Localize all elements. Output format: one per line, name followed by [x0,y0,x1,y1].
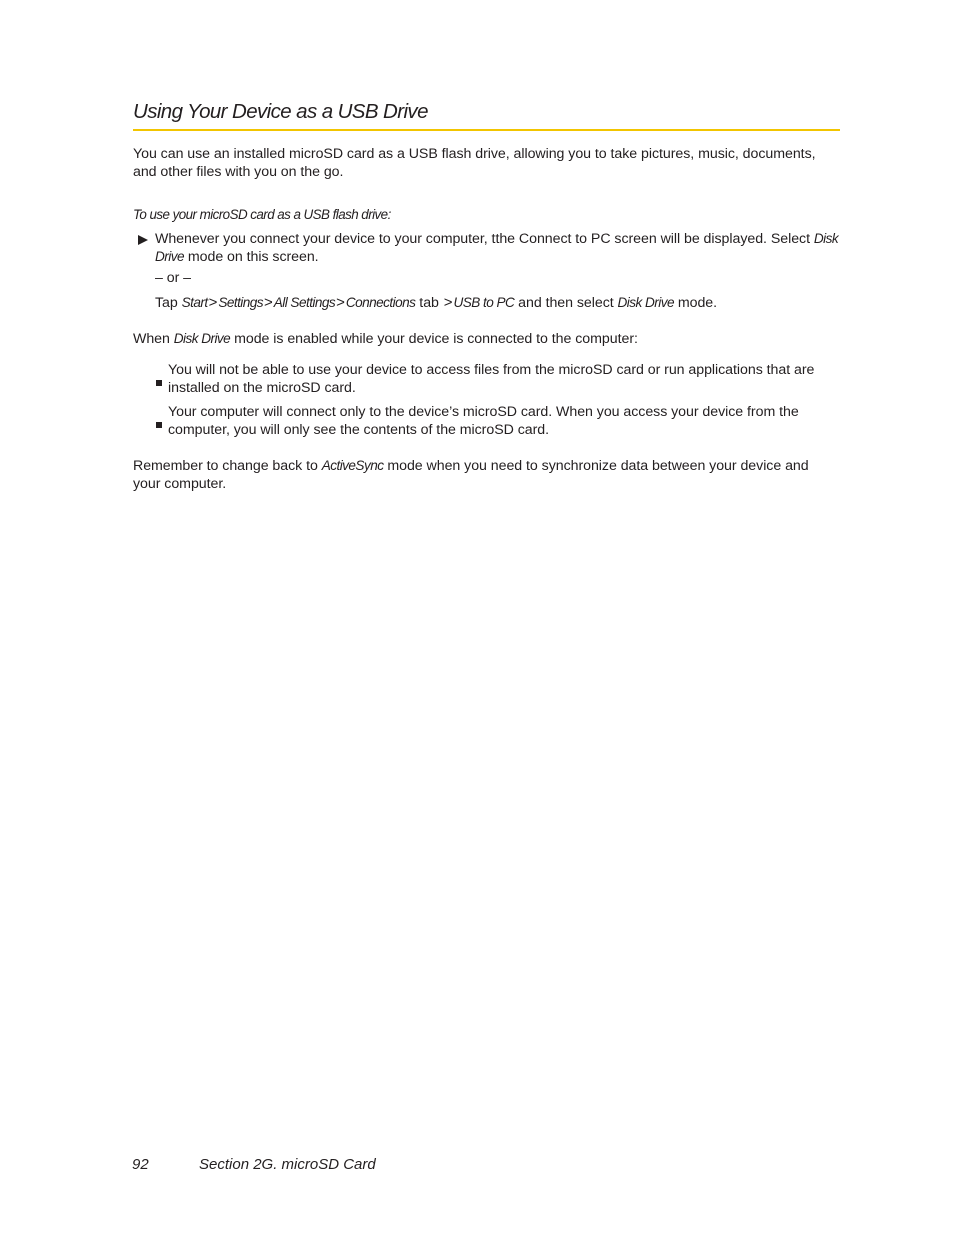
square-bullet-icon [155,379,163,387]
when-after: mode is enabled while your device is connected to the computer: [230,331,638,347]
title-underline-rule [133,129,840,131]
page-title: Using Your Device as a USB Drive [133,100,428,123]
path-separator: > [336,294,345,311]
path-connections: Connections [345,295,416,310]
path-all-settings: All Settings [273,295,336,310]
when-disk-drive-label: Disk Drive [173,331,231,346]
bullet-item: You will not be able to use your device to access files from the microSD card or run applications that are installed on the microSD card. [168,362,815,397]
path-settings: Settings [218,295,264,310]
procedure-heading: To use your microSD card as a USB flash drive: [133,207,391,222]
tap-word: Tap [155,295,182,311]
step-disk-drive-label: Disk Drive [155,231,839,265]
when-paragraph [133,330,839,348]
and-then-text: and then select [514,295,618,311]
path-separator: > [264,294,273,311]
mode-text: mode. [673,295,718,311]
square-bullet-icon [155,421,163,429]
remember-before: Remember to change back to [133,458,322,474]
path-start: Start [181,295,208,310]
activesync-label: ActiveSync [321,458,384,473]
tap-path-line [155,294,717,312]
footer-page-number: 92 [132,1156,149,1173]
step-text-after: mode on this screen. [183,249,319,266]
remember-paragraph [133,457,839,494]
path-usb-to-pc: USB to PC [453,295,515,310]
or-separator: – or – [155,270,191,286]
step-text [155,230,839,267]
bullet-item: Your computer will connect only to the device’s microSD card. When you access your device from the computer, you will only see the contents of the microSD card. [168,404,799,439]
path-separator: > [443,294,453,311]
tab-word: tab [415,295,443,311]
footer-section-title: Section 2G. microSD Card [199,1156,376,1173]
when-before: When [133,331,174,347]
remember-after: mode when you need to synchronize data between your device and your computer. [133,458,809,493]
path-separator: > [208,294,218,311]
intro-paragraph: You can use an installed microSD card as a USB flash drive, allowing you to take pictures, music, documents, and other files with you on the go. [133,146,816,181]
step-text-before: Whenever you connect your device to your computer, tthe Connect to PC screen will be displayed. Select [155,231,814,247]
step-arrow-icon [137,234,149,246]
path-disk-drive: Disk Drive [617,295,674,310]
